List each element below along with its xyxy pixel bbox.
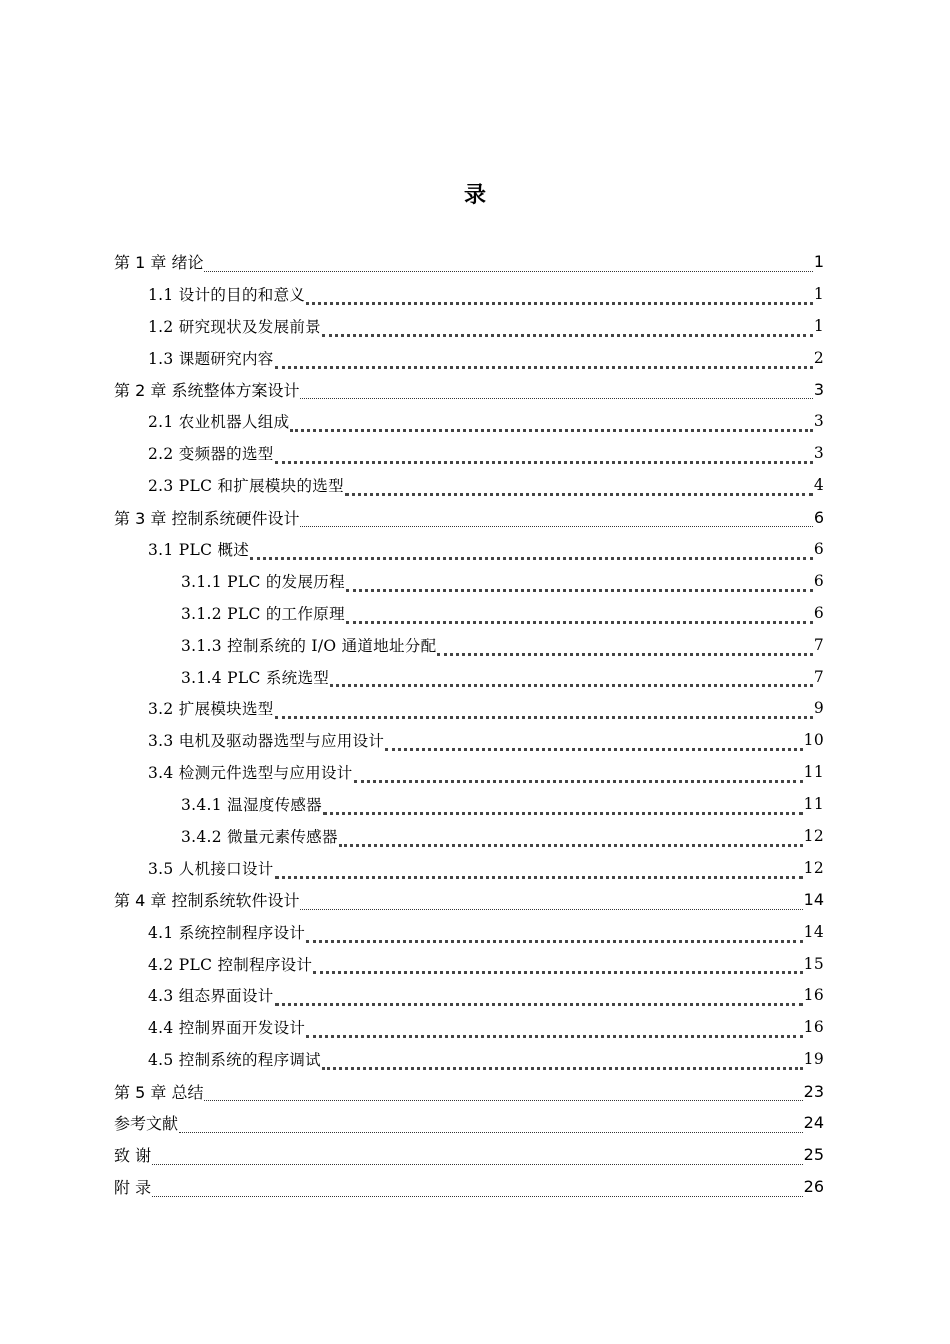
toc-entry[interactable] <box>114 310 824 342</box>
dot-leader <box>300 895 802 910</box>
toc-entry-title: 3.1.3 控制系统的 I/O 通道地址分配 <box>181 636 437 655</box>
toc-entry-title: 参考文献 <box>114 1114 179 1134</box>
toc-entry-title: 4.2 PLC 控制程序设计 <box>148 955 313 974</box>
dot-leader <box>152 1150 803 1165</box>
toc-entry[interactable] <box>114 820 824 852</box>
dot-leader <box>204 1086 802 1101</box>
toc-entry[interactable] <box>114 852 824 884</box>
toc-entry-title: 4.4 控制界面开发设计 <box>148 1019 306 1038</box>
toc-entry-page-number: 3 <box>813 412 824 431</box>
toc-entry[interactable] <box>114 597 824 629</box>
toc-entry[interactable] <box>114 788 824 820</box>
dot-leader <box>204 257 812 272</box>
dot-leader <box>306 1022 802 1038</box>
toc-entry[interactable] <box>114 948 824 980</box>
dot-leader <box>290 416 812 432</box>
toc-entry-page-number: 1 <box>813 316 824 335</box>
toc-entry[interactable] <box>114 1075 824 1107</box>
toc-entry-title: 3.2 扩展模块选型 <box>148 700 274 719</box>
toc-entry[interactable] <box>114 979 824 1011</box>
dot-leader <box>275 863 803 879</box>
dot-leader <box>385 735 802 751</box>
dot-leader <box>322 321 813 337</box>
toc-entry[interactable] <box>114 1171 824 1203</box>
toc-entry[interactable] <box>114 724 824 756</box>
toc-entry[interactable] <box>114 916 824 948</box>
toc-entry-page-number: 7 <box>813 667 824 686</box>
dot-leader <box>275 448 813 464</box>
toc-entry-page-number: 1 <box>813 252 824 272</box>
toc-entry[interactable] <box>114 501 824 533</box>
dot-leader <box>354 767 803 783</box>
toc-entry-page-number: 12 <box>803 826 824 845</box>
toc-entry[interactable] <box>114 565 824 597</box>
toc-entry-title: 3.1 PLC 概述 <box>148 540 250 559</box>
dot-leader <box>345 480 813 496</box>
page-title: 录 <box>463 183 486 208</box>
toc-entry-title: 第 2 章 系统整体方案设计 <box>114 381 300 400</box>
toc-entry-page-number: 15 <box>803 954 824 973</box>
toc-entry[interactable] <box>114 246 824 278</box>
toc-entry[interactable] <box>114 884 824 916</box>
toc-entry[interactable] <box>114 469 824 501</box>
toc-entry-page-number: 3 <box>813 444 824 463</box>
toc-entry-page-number: 9 <box>813 699 824 718</box>
toc-entry[interactable] <box>114 437 824 469</box>
toc-entry-title: 4.3 组态界面设计 <box>148 987 274 1006</box>
dot-leader <box>313 958 802 974</box>
toc-entry[interactable] <box>114 629 824 661</box>
toc-entry-title: 3.1.4 PLC 系统选型 <box>181 668 330 687</box>
toc-entry-title: 3.4.1 温湿度传感器 <box>181 796 322 815</box>
dot-leader <box>323 799 803 815</box>
toc-entry[interactable] <box>114 1139 824 1171</box>
toc-entry-page-number: 14 <box>803 922 824 941</box>
toc-entry[interactable] <box>114 692 824 724</box>
toc-entry[interactable] <box>114 533 824 565</box>
toc-entry-title: 1.3 课题研究内容 <box>148 349 274 368</box>
toc-entry[interactable] <box>114 661 824 693</box>
toc-entry-page-number: 6 <box>813 571 824 590</box>
toc-entry-page-number: 16 <box>803 1018 824 1037</box>
toc-entry-title: 第 4 章 控制系统软件设计 <box>114 891 300 911</box>
toc-entry-title: 致 谢 <box>114 1146 152 1166</box>
toc-entry-title: 2.2 变频器的选型 <box>148 445 274 464</box>
toc-entry-page-number: 6 <box>813 603 824 622</box>
toc-entry-title: 4.5 控制系统的程序调试 <box>148 1051 321 1070</box>
toc-entry-page-number: 26 <box>803 1177 824 1197</box>
toc-entry-page-number: 4 <box>813 476 824 495</box>
toc-entry-page-number: 7 <box>813 635 824 654</box>
toc-entry-title: 第 1 章 绪论 <box>114 253 204 273</box>
toc-entry-title: 2.1 农业机器人组成 <box>148 413 290 432</box>
toc-entry-title: 3.3 电机及驱动器选型与应用设计 <box>148 732 385 751</box>
toc-entry[interactable] <box>114 374 824 406</box>
dot-leader <box>300 512 812 527</box>
dot-leader <box>152 1182 803 1197</box>
dot-leader <box>179 1118 803 1133</box>
dot-leader <box>306 289 813 305</box>
toc-entry[interactable] <box>114 405 824 437</box>
toc-entry[interactable] <box>114 1043 824 1075</box>
dot-leader <box>300 385 812 400</box>
toc-entry-page-number: 3 <box>813 380 824 399</box>
dot-leader <box>346 608 813 624</box>
toc-entry-page-number: 16 <box>803 986 824 1005</box>
toc-entry-title: 3.5 人机接口设计 <box>148 859 274 878</box>
dot-leader <box>275 990 803 1006</box>
toc-entry[interactable] <box>114 756 824 788</box>
toc-entry-page-number: 6 <box>813 507 824 527</box>
toc-entry[interactable] <box>114 1107 824 1139</box>
toc-entry-page-number: 2 <box>813 348 824 367</box>
toc-entry-page-number: 19 <box>803 1050 824 1069</box>
dot-leader <box>339 831 803 847</box>
toc-entry-page-number: 23 <box>803 1081 824 1101</box>
toc-entry-title: 3.1.2 PLC 的工作原理 <box>181 604 345 623</box>
toc-entry-title: 第 5 章 总结 <box>114 1082 204 1102</box>
dot-leader <box>322 1054 803 1070</box>
toc-entry-title: 1.2 研究现状及发展前景 <box>148 317 321 336</box>
toc-entry-page-number: 14 <box>803 890 824 910</box>
toc-entry-title: 2.3 PLC 和扩展模块的选型 <box>148 477 344 496</box>
dot-leader <box>275 352 813 368</box>
toc-entry-page-number: 11 <box>803 795 824 814</box>
toc-entry-title: 第 3 章 控制系统硬件设计 <box>114 508 300 528</box>
toc-entry[interactable] <box>114 342 824 374</box>
toc-entry-title: 3.1.1 PLC 的发展历程 <box>181 572 345 591</box>
dot-leader <box>275 703 813 719</box>
table-of-contents <box>114 246 824 1203</box>
toc-entry-title: 1.1 设计的目的和意义 <box>148 285 306 304</box>
dot-leader <box>306 926 802 942</box>
toc-entry-page-number: 12 <box>803 858 824 877</box>
toc-entry-title: 3.4 检测元件选型与应用设计 <box>148 764 353 783</box>
toc-entry-title: 3.4.2 微量元素传感器 <box>181 827 338 846</box>
dot-leader <box>346 576 813 592</box>
toc-entry-page-number: 10 <box>803 731 824 750</box>
dot-leader <box>250 544 813 560</box>
toc-entry[interactable] <box>114 278 824 310</box>
dot-leader <box>330 671 813 687</box>
toc-entry-title: 附 录 <box>114 1178 152 1198</box>
toc-entry-page-number: 25 <box>803 1145 824 1165</box>
toc-entry-page-number: 1 <box>813 284 824 303</box>
toc-entry-page-number: 11 <box>803 763 824 782</box>
toc-entry-title: 4.1 系统控制程序设计 <box>148 923 306 942</box>
dot-leader <box>437 639 812 655</box>
toc-entry[interactable] <box>114 1011 824 1043</box>
toc-entry-page-number: 6 <box>813 539 824 558</box>
toc-entry-page-number: 24 <box>803 1113 824 1133</box>
